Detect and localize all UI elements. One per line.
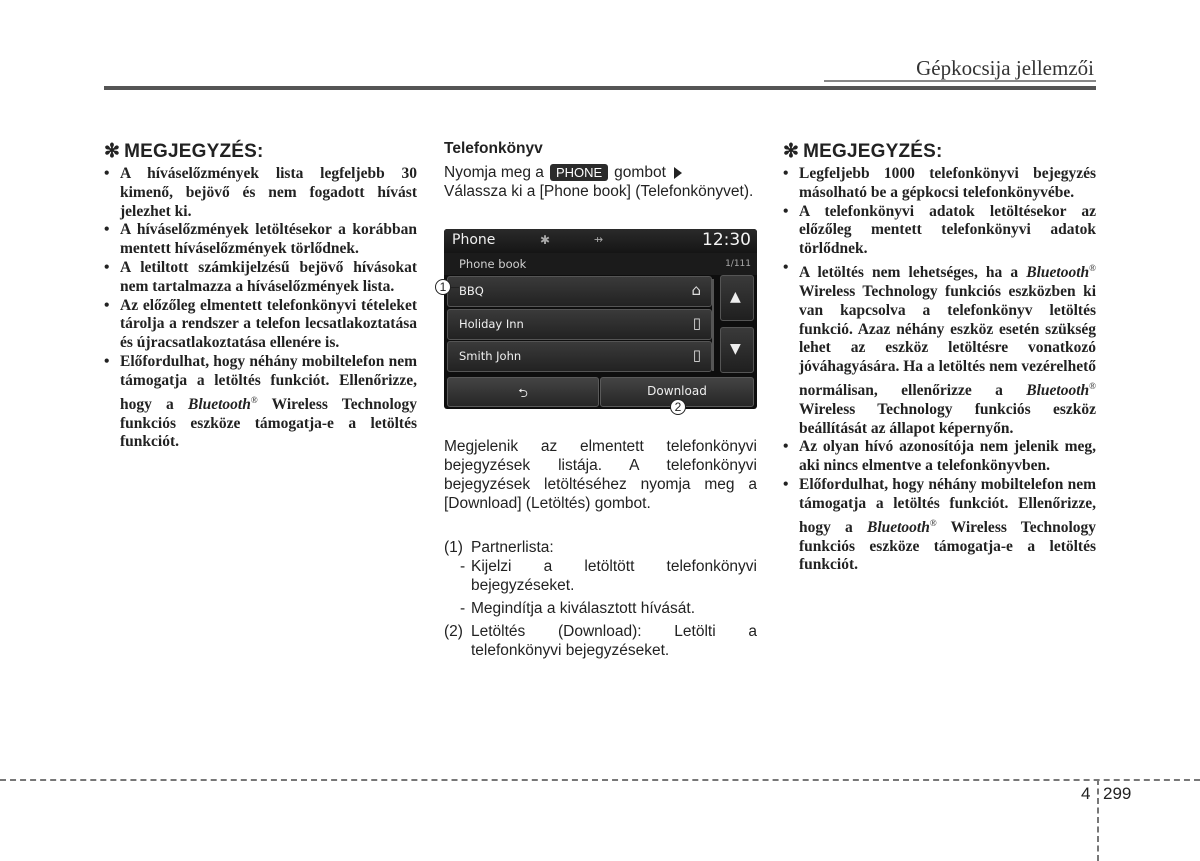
list-item-text: Wireless Technology funkciós eszköz beállítását az állapot képernyőn. xyxy=(799,400,1096,437)
page-number: 299 xyxy=(1103,784,1132,803)
description-text: Megjelenik az elmentett telefonkönyvi bejegyzések listája. A telefonkönyvi bejegyzések letöltéséhez nyomja meg a [Download] (Letöltés) gombot. xyxy=(444,438,757,512)
callout-1-line xyxy=(451,287,459,288)
contact-name: BBQ xyxy=(459,284,484,298)
list-item xyxy=(104,353,417,452)
back-icon: ⮌ xyxy=(518,386,528,400)
legend-number: (2) xyxy=(444,623,463,640)
registered-mark: ® xyxy=(1089,380,1097,391)
legend-list xyxy=(444,538,757,660)
right-note-list xyxy=(783,165,1096,575)
intro-line-1 xyxy=(444,163,757,182)
arrow-right-icon xyxy=(674,167,682,179)
header-rule xyxy=(104,86,1096,90)
phone-button-label: PHONE xyxy=(550,164,608,181)
list-item: • A híváselőzmények letöltésekor a korábban mentett híváselőzmények törlődnek. xyxy=(104,221,417,259)
phonebook-description xyxy=(444,437,757,513)
left-note-heading xyxy=(104,140,417,163)
registered-mark: ® xyxy=(929,517,937,528)
list-item: • Az előzőleg elmentett telefonkönyvi tételeket tárolja a rendszer a telefon lecsatlakoztatása és újracsatlakoztatása ellenére is. xyxy=(104,297,417,353)
list-item-text: A letöltés nem lehetséges, ha a xyxy=(799,264,1019,282)
footer-divider xyxy=(1097,779,1099,861)
chapter-number: 4 xyxy=(1081,784,1091,803)
download-label: Download xyxy=(647,384,707,398)
list-item xyxy=(783,476,1096,575)
left-note xyxy=(104,140,417,452)
page-header-title: Gépkocsija jellemzői xyxy=(916,56,1094,80)
right-note-heading xyxy=(783,140,1096,163)
phonebook-section xyxy=(444,140,757,201)
registered-mark: ® xyxy=(1089,262,1096,273)
list-item xyxy=(783,259,1096,438)
legend-item xyxy=(444,622,757,660)
phone-book-screen xyxy=(444,229,757,409)
registered-mark: ® xyxy=(250,394,258,405)
list-item-text: Előfordulhat, hogy néhány mobiltelefon nem támogatja a letöltés funkciót. Ellenőrizze, hogy a xyxy=(799,476,1096,536)
list-item-text: Wireless Technology funkciós eszköze támogatja-e a letöltés funkciót. xyxy=(799,518,1096,574)
contact-row[interactable] xyxy=(447,341,712,372)
contact-name: Smith John xyxy=(459,349,522,363)
list-item-text: Wireless Technology funkciós eszközben ki van kapcsolva a telefonkönyv letöltés funkció. Azaz néhány eszköz esetén szükség lehet az eszköz letöltésre vonatkozó jóváhagyására. Ha a letöltés nem vezérelhető normálisan, ellenőrizze a xyxy=(799,282,1096,400)
legend-item xyxy=(444,538,757,557)
bluetooth-brand: Bluetooth xyxy=(1026,382,1090,400)
bluetooth-brand: Bluetooth xyxy=(866,518,930,536)
list-item: • A híváselőzmények lista legfeljebb 30 kimenő, bejövő és nem fogadott hívást jelezhet ki. xyxy=(104,165,417,221)
home-icon: ⌂ xyxy=(691,281,701,299)
right-note-heading-text: MEGJEGYZÉS: xyxy=(803,141,943,162)
phone-book-label: Phone book xyxy=(459,257,527,271)
scroll-down-button[interactable] xyxy=(720,327,754,373)
intro-text: gombot xyxy=(614,164,666,181)
scroll-up-button[interactable] xyxy=(720,275,754,321)
legend-text: Partnerlista: xyxy=(471,539,554,556)
list-item: • Az olyan hívó azonosítója nem jelenik meg, aki nincs elmentve a telefonkönyvben. xyxy=(783,438,1096,476)
callout-1: 1 xyxy=(435,279,451,295)
callout-2: 2 xyxy=(670,399,686,415)
back-button[interactable] xyxy=(447,377,599,407)
bluetooth-icon: ✱ xyxy=(540,233,551,247)
mobile-icon: ▯ xyxy=(692,314,701,332)
header-rule-accent xyxy=(824,80,1096,82)
asterisk-icon: ✻ xyxy=(783,141,800,162)
list-item: • A letiltott számkijelzésű bejövő hívásokat nem tartalmazza a híváselőzmények lista. xyxy=(104,259,417,297)
contact-name: Holiday Inn xyxy=(459,317,524,331)
scrollbar-track xyxy=(712,279,714,371)
list-item: • A telefonkönyvi adatok letöltésekor az előzőleg mentett telefonkönyvi adatok törlődnek. xyxy=(783,203,1096,259)
contact-count: 1/111 xyxy=(725,259,751,269)
legend-dash: - xyxy=(460,558,466,575)
left-note-list xyxy=(104,165,417,452)
list-item: • Legfeljebb 1000 telefonkönyvi bejegyzés másolható be a gépkocsi telefonkönyvébe. xyxy=(783,165,1096,203)
legend-subitem xyxy=(444,557,757,595)
bluetooth-brand: Bluetooth xyxy=(187,395,251,413)
usb-icon: ⇸ xyxy=(594,233,604,246)
legend-subitem xyxy=(444,599,757,618)
asterisk-icon: ✻ xyxy=(104,141,121,162)
legend-number: (1) xyxy=(444,539,463,556)
down-arrow-icon: ▼ xyxy=(730,341,741,357)
intro-text: Nyomja meg a xyxy=(444,164,544,181)
legend-text: Kijelzi a letöltött telefonkönyvi bejegyzéseket. xyxy=(471,558,757,594)
screen-clock: 12:30 xyxy=(702,230,751,250)
right-note xyxy=(783,140,1096,575)
legend-dash: - xyxy=(460,600,466,617)
up-arrow-icon: ▲ xyxy=(730,289,741,305)
list-item-text: Wireless Technology funkciós eszköze támogatja-e a letöltés funkciót. xyxy=(120,395,417,451)
contact-row[interactable] xyxy=(447,309,712,340)
screen-title: Phone xyxy=(452,232,496,248)
left-note-heading-text: MEGJEGYZÉS: xyxy=(124,141,264,162)
list-item-text: Előfordulhat, hogy néhány mobiltelefon nem támogatja a letöltés funkciót. Ellenőrizze, hogy a xyxy=(120,352,417,413)
mobile-icon: ▯ xyxy=(692,346,701,364)
footer-rule xyxy=(0,779,1200,781)
contact-row[interactable] xyxy=(447,276,712,307)
legend-text: Letöltés (Download): Letölti a telefonkönyvi bejegyzéseket. xyxy=(471,623,757,659)
intro-line-2: Válassza ki a [Phone book] (Telefonkönyvet). xyxy=(444,183,754,200)
legend-text: Megindítja a kiválasztott hívását. xyxy=(471,600,696,617)
section-title: Telefonkönyv xyxy=(444,140,543,157)
bluetooth-brand: Bluetooth xyxy=(1026,264,1090,282)
